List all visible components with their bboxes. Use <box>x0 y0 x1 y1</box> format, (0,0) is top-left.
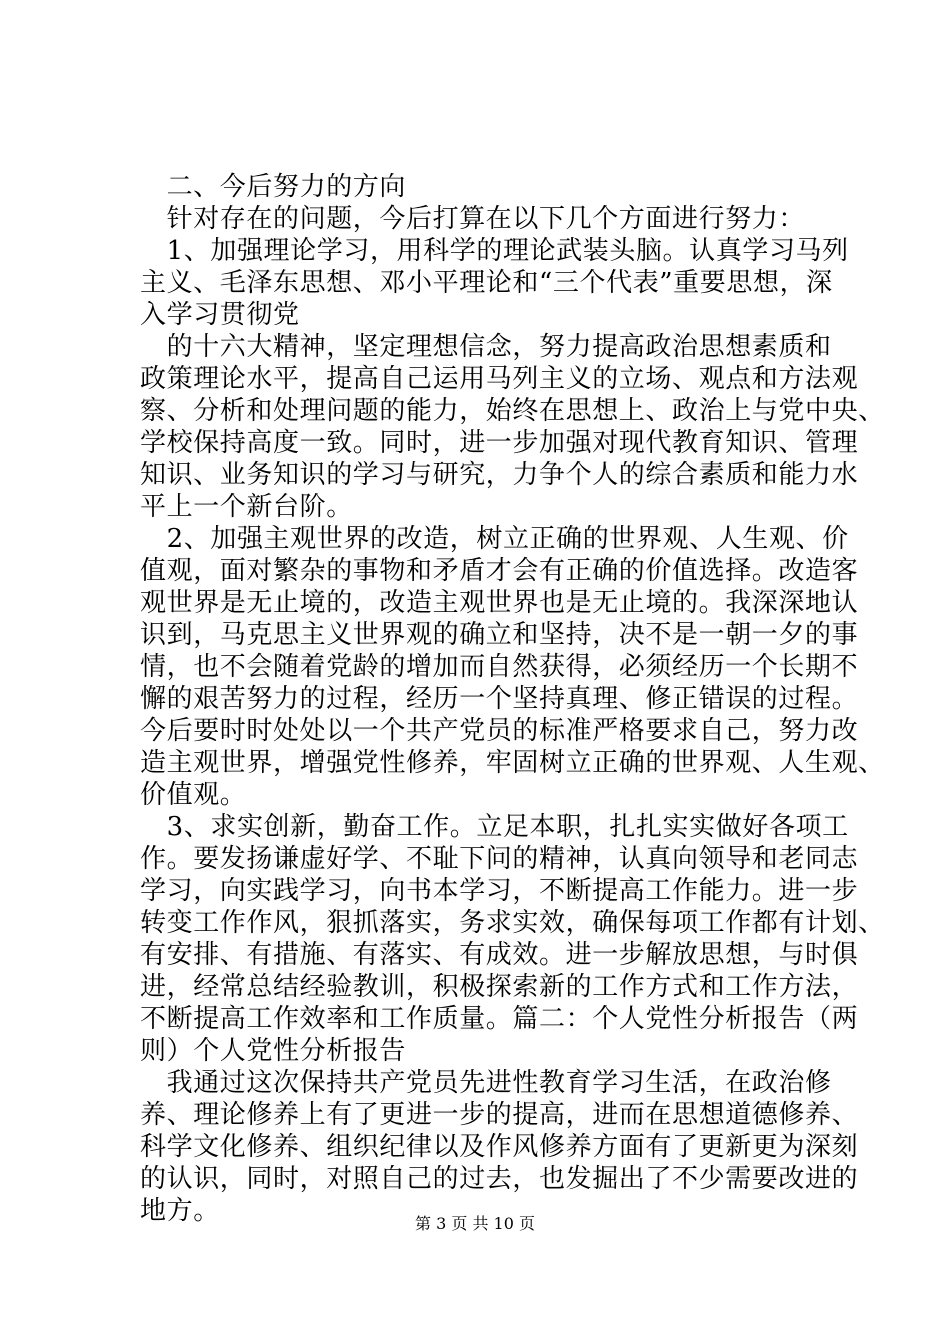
body-text-line: 有安排、有措施、有落实、有成效。进一步解放思想，与时俱 <box>140 940 859 970</box>
body-text-line: 我通过这次保持共产党员先进性教育学习生活，在政治修 <box>140 1068 832 1098</box>
page-number-footer: 第 3 页 共 10 页 <box>415 1214 535 1233</box>
body-text-line: 针对存在的问题，今后打算在以下几个方面进行努力： <box>140 204 806 234</box>
section-heading: 二、今后努力的方向 <box>140 172 407 202</box>
body-text-line: 学习，向实践学习，向书本学习，不断提高工作能力。进一步 <box>140 876 859 906</box>
body-text-line: 识到，马克思主义世界观的确立和坚持，决不是一朝一夕的事 <box>140 620 859 650</box>
body-text-line: 2、加强主观世界的改造，树立正确的世界观、人生观、价 <box>140 524 849 554</box>
body-text-line: 情，也不会随着党龄的增加而自然获得，必须经历一个长期不 <box>140 652 859 682</box>
body-text-line: 平上一个新台阶。 <box>140 492 353 522</box>
body-text-line: 主义、毛泽东思想、邓小平理论和“三个代表”重要思想，深 <box>140 268 833 298</box>
body-text-line: 1、加强理论学习，用科学的理论武装头脑。认真学习马列 <box>140 236 849 266</box>
body-text-line: 察、分析和处理问题的能力，始终在思想上、政治上与党中央、 <box>140 396 885 426</box>
body-text-line: 入学习贯彻党 <box>140 300 300 330</box>
body-text-line: 学校保持高度一致。同时，进一步加强对现代教育知识、管理 <box>140 428 859 458</box>
body-text-line: 今后要时时处处以一个共产党员的标准严格要求自己，努力改 <box>140 716 859 746</box>
body-text-line: 懈的艰苦努力的过程，经历一个坚持真理、修正错误的过程。 <box>140 684 859 714</box>
body-text-line: 不断提高工作效率和工作质量。篇二：个人党性分析报告（两 <box>140 1004 859 1034</box>
body-text-line: 的十六大精神，坚定理想信念，努力提高政治思想素质和 <box>140 332 832 362</box>
body-text-line: 造主观世界，增强党性修养，牢固树立正确的世界观、人生观、 <box>140 748 885 778</box>
body-text-line: 科学文化修养、组织纪律以及作风修养方面有了更新更为深刻 <box>140 1132 859 1162</box>
body-text-line: 作。要发扬谦虚好学、不耻下问的精神，认真向领导和老同志 <box>140 844 859 874</box>
body-text-line: 进，经常总结经验教训，积极探索新的工作方式和工作方法， <box>140 972 859 1002</box>
body-text-line: 观世界是无止境的，改造主观世界也是无止境的。我深深地认 <box>140 588 859 618</box>
body-text-line: 知识、业务知识的学习与研究，力争个人的综合素质和能力水 <box>140 460 859 490</box>
body-text-line: 养、理论修养上有了更进一步的提高，进而在思想道德修养、 <box>140 1100 859 1130</box>
body-text-line: 价值观。 <box>140 780 247 810</box>
body-text-line: 地方。 <box>140 1196 220 1226</box>
body-text-line: 转变工作作风，狠抓落实，务求实效，确保每项工作都有计划、 <box>140 908 885 938</box>
body-text-line: 政策理论水平，提高自己运用马列主义的立场、观点和方法观 <box>140 364 859 394</box>
body-text-line: 的认识，同时，对照自己的过去，也发掘出了不少需要改进的 <box>140 1164 859 1194</box>
body-text-line: 值观，面对繁杂的事物和矛盾才会有正确的价值选择。改造客 <box>140 556 859 586</box>
body-text-line: 则）个人党性分析报告 <box>140 1036 407 1066</box>
body-text-line: 3、求实创新，勤奋工作。立足本职，扎扎实实做好各项工 <box>140 812 849 842</box>
